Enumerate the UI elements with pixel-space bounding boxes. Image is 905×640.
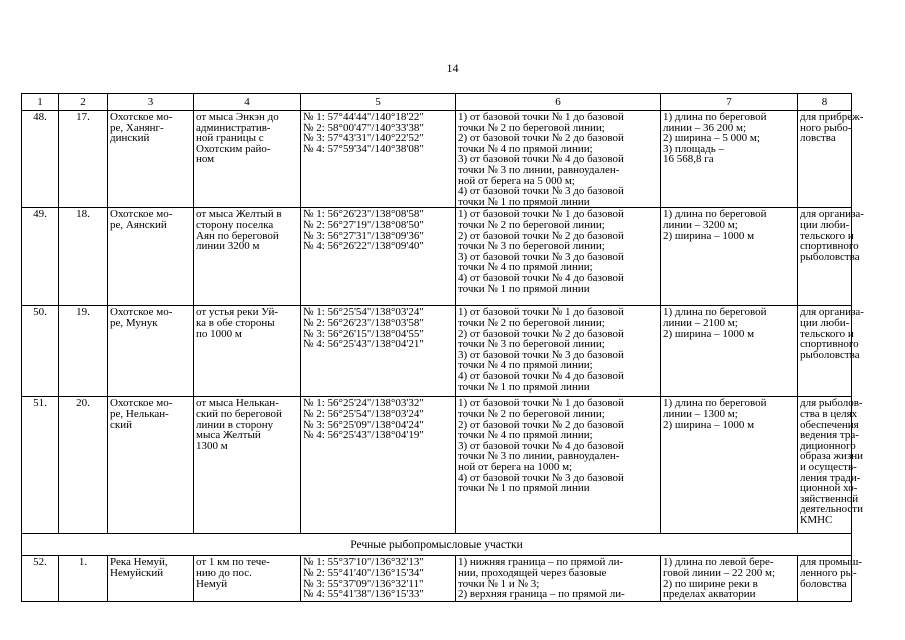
boundary-description-line: точки № 3 по линии, равноудален- (458, 450, 620, 463)
area-dimensions-line: 2) ширина – 1000 м (663, 418, 755, 431)
base-point-coordinates (301, 397, 456, 534)
section-row (22, 534, 852, 556)
row-number: 50. (22, 306, 59, 397)
boundary-description (456, 306, 661, 397)
area-purpose-line: ции люби- (800, 316, 850, 329)
boundary-description-line: 2) верхняя граница – по прямой ли- (458, 588, 625, 601)
table-row (22, 111, 852, 208)
boundary-description-line: 4) от базовой точки № 4 до базовой (458, 369, 624, 382)
area-purpose-line: образа жизни (800, 450, 864, 463)
area-number: 17. (59, 111, 108, 208)
location-description-line: по 1000 м (196, 327, 242, 340)
area-purpose-line: КМНС (800, 513, 833, 526)
area-purpose-line: деятельности (800, 503, 863, 516)
water-body-name-line: ре, Ханянг- (110, 121, 164, 134)
water-body-name-line: Охотское мо- (110, 397, 173, 410)
base-point-coordinates (301, 556, 456, 602)
boundary-description (456, 556, 661, 602)
base-point-coordinates-line: № 4: 57°59'34"/140°38'08" (303, 142, 424, 155)
area-dimensions-line: 3) площадь – (663, 142, 725, 155)
boundary-description-line: точки № 3 по береговой линии; (458, 240, 605, 253)
column-number: 3 (108, 94, 194, 111)
boundary-description-line: 3) от базовой точки № 4 до базовой (458, 153, 624, 166)
boundary-description-line: 1) от базовой точки № 1 до базовой (458, 111, 624, 123)
column-number: 6 (456, 94, 661, 111)
area-purpose-line: для прибреж- (800, 111, 864, 123)
base-point-coordinates-line: № 4: 56°25'43"/138°04'19" (303, 429, 424, 442)
location-description-line: от устья реки Уй- (196, 306, 279, 319)
location-description-line: ский по береговой (196, 407, 282, 420)
column-number: 8 (798, 94, 852, 111)
area-purpose-line: и осуществ- (800, 460, 857, 473)
water-body-name-line: Охотское мо- (110, 306, 173, 319)
area-dimensions (661, 111, 798, 208)
area-purpose (798, 208, 864, 306)
area-dimensions-line: 1) длина по береговой (663, 111, 767, 123)
water-body-name (108, 208, 194, 306)
boundary-description-line: 2) от базовой точки № 2 до базовой (458, 418, 624, 431)
water-body-name-line: динский (110, 132, 150, 145)
boundary-description-line: точки № 4 по прямой линии; (458, 142, 593, 155)
base-point-coordinates-line: № 1: 56°26'23"/138°08'58" (303, 208, 424, 221)
table-row (22, 397, 852, 534)
base-point-coordinates-line: № 1: 56°25'24"/138°03'32" (303, 397, 424, 410)
area-purpose-line: ловства (800, 132, 836, 145)
table-row (22, 208, 852, 306)
boundary-description-line: 3) от базовой точки № 3 до базовой (458, 348, 624, 361)
area-purpose-line: ления тради- (800, 471, 861, 484)
location-description-line: ной границы с (196, 132, 264, 145)
boundary-description-line: точки № 2 по береговой линии; (458, 407, 605, 420)
water-body-name (108, 397, 194, 534)
column-number: 1 (22, 94, 59, 111)
water-body-name-line: Охотское мо- (110, 208, 173, 221)
area-purpose-line: боловства (800, 577, 847, 590)
area-dimensions-line: 2) ширина – 5 000 м; (663, 132, 760, 145)
base-point-coordinates-line: № 3: 57°43'31"/140°22'52" (303, 132, 424, 145)
area-number: 1. (59, 556, 108, 602)
location-description-line: ка в обе стороны (196, 316, 275, 329)
location-description (194, 556, 301, 602)
water-body-name (108, 306, 194, 397)
area-dimensions-line: линии – 36 200 м; (663, 121, 747, 134)
base-point-coordinates-line: № 1: 56°25'54"/138°03'24" (303, 306, 424, 319)
base-point-coordinates-line: № 2: 56°25'54"/138°03'24" (303, 407, 424, 420)
location-description-line: мыса Желтый (196, 429, 261, 442)
area-dimensions-line: линии – 2100 м; (663, 316, 738, 329)
boundary-description-line: точки № 4 по прямой линии; (458, 429, 593, 442)
location-description-line: административ- (196, 121, 271, 134)
location-description-line: Охотским райо- (196, 142, 271, 155)
water-body-name-line: Немуйский (110, 566, 164, 579)
area-dimensions (661, 306, 798, 397)
boundary-description-line: точки № 3 по береговой линии; (458, 338, 605, 351)
boundary-description-line: нии, проходящей через базовые (458, 566, 607, 579)
boundary-description-line: ной от берега на 1000 м; (458, 460, 573, 473)
area-dimensions-line: линии – 1300 м; (663, 407, 738, 420)
area-purpose (798, 306, 864, 397)
boundary-description-line: 1) нижняя граница – по прямой ли- (458, 556, 624, 569)
water-body-name (108, 556, 194, 602)
base-point-coordinates-line: № 2: 55°41'40"/136°15'34" (303, 566, 424, 579)
base-point-coordinates-line: № 3: 56°26'15"/138°04'55" (303, 327, 424, 340)
location-description (194, 111, 301, 208)
base-point-coordinates-line: № 1: 57°44'44"/140°18'22" (303, 111, 424, 123)
location-description-line: от мыса Нелькан- (196, 397, 279, 410)
area-dimensions-line: 1) длина по левой бере- (663, 556, 774, 569)
area-number: 19. (59, 306, 108, 397)
area-purpose (798, 556, 863, 602)
column-number-row (22, 94, 852, 111)
area-purpose-line: ного рыбо- (800, 121, 852, 134)
area-purpose-line: для организа- (800, 208, 864, 221)
boundary-description-line: точки № 1 по прямой линии (458, 282, 590, 295)
page-number: 14 (446, 61, 459, 75)
area-purpose-line: рыболовства (800, 250, 860, 263)
column-number: 4 (194, 94, 301, 111)
location-description-line: от мыса Энкэн до (196, 111, 279, 123)
location-description-line: линии в сторону (196, 418, 274, 431)
area-purpose-line: для организа- (800, 306, 864, 319)
water-body-name-line: ре, Мунук (110, 316, 158, 329)
water-body-name-line: Охотское мо- (110, 111, 173, 123)
area-dimensions-line: 1) длина по береговой (663, 208, 767, 221)
base-point-coordinates (301, 306, 456, 397)
location-description-line: ном (196, 153, 215, 166)
boundary-description-line: точки № 4 по прямой линии; (458, 359, 593, 372)
boundary-description-line: 3) от базовой точки № 4 до базовой (458, 439, 624, 452)
area-dimensions-line: 2) ширина – 1000 м (663, 229, 755, 242)
base-point-coordinates-line: № 3: 56°27'31"/138°09'36" (303, 229, 424, 242)
base-point-coordinates-line: № 4: 55°41'38"/136°15'33" (303, 588, 424, 601)
area-number: 18. (59, 208, 108, 306)
boundary-description-line: точки № 3 по линии, равноудален- (458, 163, 620, 176)
boundary-description-line: 1) от базовой точки № 1 до базовой (458, 397, 624, 410)
base-point-coordinates-line: № 3: 56°25'09"/138°04'24" (303, 418, 424, 431)
boundary-description-line: точки № 1 по прямой линии (458, 482, 590, 495)
boundary-description-line: 4) от базовой точки № 3 до базовой (458, 185, 624, 198)
area-dimensions-line: пределах акватории (663, 588, 756, 601)
row-number: 49. (22, 208, 59, 306)
row-number: 48. (22, 111, 59, 208)
location-description-line: от мыса Желтый в (196, 208, 282, 221)
column-number: 7 (661, 94, 798, 111)
area-dimensions (661, 208, 798, 306)
area-purpose-line: ведения тра- (800, 429, 859, 442)
base-point-coordinates-line: № 3: 55°37'09"/136°32'11" (303, 577, 424, 590)
area-dimensions-line: 2) по ширине реки в (663, 577, 758, 590)
boundary-description-line: точки № 2 по береговой линии; (458, 121, 605, 134)
boundary-description-line: точки № 1 по прямой линии (458, 195, 590, 208)
base-point-coordinates (301, 111, 456, 208)
area-dimensions (661, 397, 798, 534)
boundary-description-line: 4) от базовой точки № 3 до базовой (458, 471, 624, 484)
boundary-description-line: точки № 2 по береговой линии; (458, 316, 605, 329)
area-dimensions-line: говой линии – 22 200 м; (663, 566, 776, 579)
base-point-coordinates-line: № 4: 56°26'22"/138°09'40" (303, 240, 424, 253)
area-purpose (798, 397, 864, 534)
table-row (22, 556, 852, 602)
location-description (194, 306, 301, 397)
boundary-description (456, 111, 661, 208)
boundary-description-line: 2) от базовой точки № 2 до базовой (458, 327, 624, 340)
area-dimensions-line: 16 568,8 га (663, 153, 714, 166)
boundary-description-line: точки № 4 по прямой линии; (458, 261, 593, 274)
area-dimensions-line: 2) ширина – 1000 м (663, 327, 755, 340)
location-description-line: нию до пос. (196, 566, 252, 579)
boundary-description-line: 1) от базовой точки № 1 до базовой (458, 208, 624, 221)
boundary-description-line: точки № 1 по прямой линии (458, 380, 590, 393)
base-point-coordinates-line: № 2: 56°26'23"/138°03'58" (303, 316, 424, 329)
row-number: 51. (22, 397, 59, 534)
area-purpose-line: тельского и (800, 229, 854, 242)
area-purpose-line: для промыш- (800, 556, 863, 569)
location-description-line: Немуй (196, 577, 228, 590)
base-point-coordinates-line: № 2: 58°00'47"/140°33'38" (303, 121, 424, 134)
area-purpose-line: спортивного (800, 240, 859, 253)
location-description-line: сторону поселка (196, 218, 274, 231)
location-description-line: 1300 м (196, 439, 228, 452)
location-description-line: Аян по береговой (196, 229, 279, 242)
boundary-description-line: точки № 2 по береговой линии; (458, 218, 605, 231)
boundary-description-line: 2) от базовой точки № 2 до базовой (458, 132, 624, 145)
row-number: 52. (22, 556, 59, 602)
boundary-description-line: 1) от базовой точки № 1 до базовой (458, 306, 624, 319)
location-description-line: от 1 км по тече- (196, 556, 270, 569)
boundary-description-line: 3) от базовой точки № 3 до базовой (458, 250, 624, 263)
area-number: 20. (59, 397, 108, 534)
location-description-line: линии 3200 м (196, 240, 260, 253)
water-body-name (108, 111, 194, 208)
boundary-description (456, 397, 661, 534)
boundary-description-line: точки № 1 и № 3; (458, 577, 540, 590)
boundary-description-line: 2) от базовой точки № 2 до базовой (458, 229, 624, 242)
base-point-coordinates-line: № 1: 55°37'10"/136°32'13" (303, 556, 424, 569)
location-description (194, 208, 301, 306)
boundary-description-line: 4) от базовой точки № 4 до базовой (458, 271, 624, 284)
area-purpose-line: ленного ры- (800, 566, 857, 579)
area-purpose-line: ства в целях (800, 407, 858, 420)
base-point-coordinates-line: № 2: 56°27'19"/138°08'50" (303, 218, 424, 231)
location-description (194, 397, 301, 534)
area-dimensions-line: 1) длина по береговой (663, 306, 767, 319)
area-purpose-line: ционной хо- (800, 482, 858, 495)
table-row (22, 306, 852, 397)
area-purpose-line: ции люби- (800, 218, 850, 231)
column-number: 2 (59, 94, 108, 111)
section-title: Речные рыбопромысловые участки (22, 534, 852, 556)
water-body-name-line: Река Немуй, (110, 556, 168, 569)
area-purpose-line: диционного (800, 439, 856, 452)
water-body-name-line: ский (110, 418, 132, 431)
base-point-coordinates (301, 208, 456, 306)
column-number: 5 (301, 94, 456, 111)
base-point-coordinates-line: № 4: 56°25'43"/138°04'21" (303, 338, 424, 351)
area-purpose-line: тельского и (800, 327, 854, 340)
area-dimensions-line: линии – 3200 м; (663, 218, 738, 231)
boundary-description (456, 208, 661, 306)
water-body-name-line: ре, Нелькан- (110, 407, 169, 420)
area-purpose-line: обеспечения (800, 418, 859, 431)
area-purpose-line: для рыболов- (800, 397, 863, 410)
area-purpose (798, 111, 864, 208)
boundary-description-line: ной от берега на 5 000 м; (458, 174, 575, 187)
area-purpose-line: зяйственной (800, 492, 859, 505)
area-purpose-line: спортивного (800, 338, 859, 351)
fishing-areas-table (21, 93, 864, 602)
area-dimensions-line: 1) длина по береговой (663, 397, 767, 410)
water-body-name-line: ре, Аянский (110, 218, 167, 231)
area-dimensions (661, 556, 798, 602)
area-purpose-line: рыболовства (800, 348, 860, 361)
